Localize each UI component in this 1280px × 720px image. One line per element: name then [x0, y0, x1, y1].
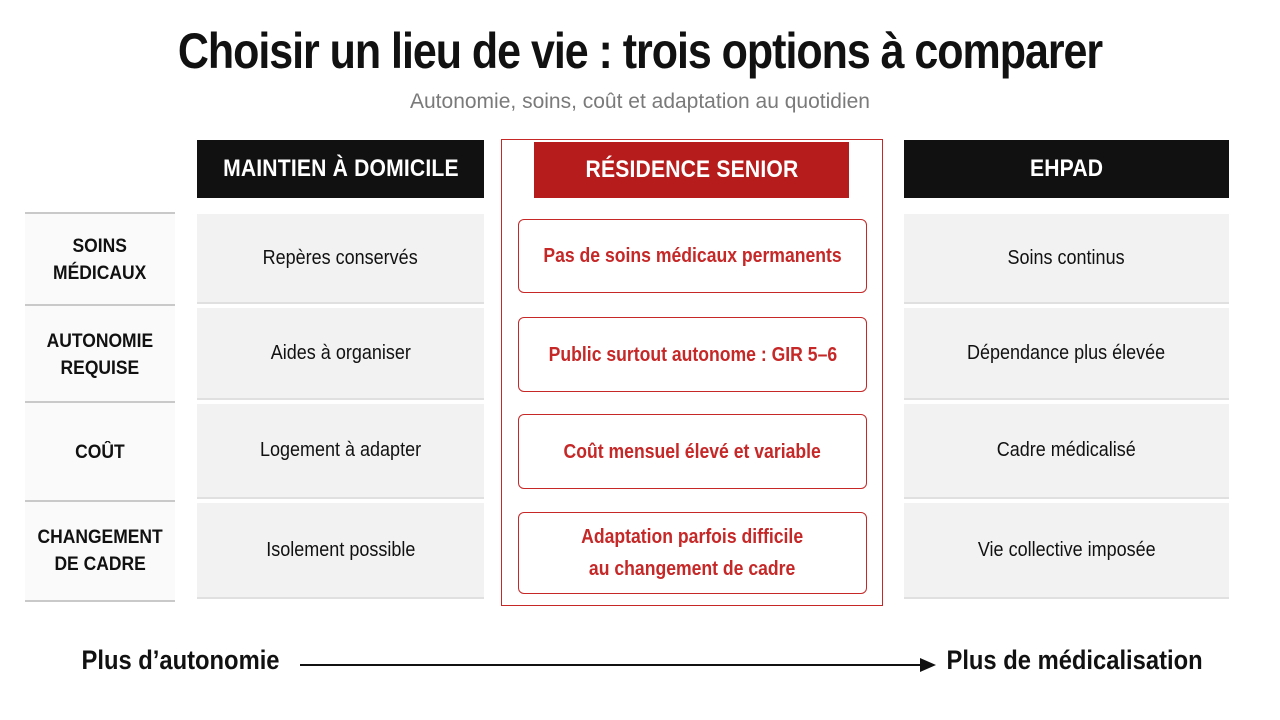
- row-label-autonomie: [25, 304, 175, 403]
- cell-ehpad-autonomie: [904, 308, 1229, 400]
- arrow-right-icon: [300, 655, 940, 675]
- column-header-ehpad-label: EHPAD: [1029, 155, 1104, 182]
- cell-text: Soins continus: [1007, 246, 1126, 269]
- row-label-changement: [25, 500, 175, 602]
- cell-text: Adaptation parfois difficile au changement de cadre: [581, 526, 804, 580]
- cell-text: Public surtout autonome : GIR 5–6: [548, 343, 837, 366]
- cell-residence-cout: [518, 414, 867, 489]
- cell-residence-soins: [518, 219, 867, 293]
- cell-text: Dépendance plus élevée: [967, 341, 1166, 364]
- axis-right-text: Plus de médicalisation: [946, 645, 1203, 675]
- cell-text: Coût mensuel élevé et variable: [563, 440, 822, 463]
- column-header-residence-label: RÉSIDENCE SENIOR: [585, 156, 798, 183]
- cell-text: Pas de soins médicaux permanents: [543, 245, 842, 267]
- cell-ehpad-cout: [904, 404, 1229, 499]
- row-label-text: AUTONOMIE REQUISE: [46, 330, 154, 379]
- row-label-text: SOINS MÉDICAUX: [53, 236, 147, 284]
- cell-text: Aides à organiser: [270, 341, 411, 364]
- cell-ehpad-changement: [904, 503, 1229, 599]
- cell-text: Vie collective imposée: [977, 538, 1156, 561]
- cell-text: Isolement possible: [265, 538, 416, 561]
- cell-home-changement: [197, 503, 484, 599]
- cell-residence-autonomie: [518, 317, 867, 392]
- axis-left-label: [68, 645, 293, 676]
- row-label-cout: [25, 401, 175, 502]
- column-header-home-label: MAINTIEN À DOMICILE: [222, 155, 459, 182]
- page-subtitle: Autonomie, soins, coût et adaptation au quotidien: [410, 90, 870, 113]
- cell-home-soins: [197, 214, 484, 304]
- cell-text: Repères conservés: [262, 246, 419, 269]
- row-label-soins: [25, 212, 175, 306]
- cell-residence-changement: [518, 512, 867, 594]
- cell-text: Cadre médicalisé: [996, 439, 1137, 461]
- axis-left-text: Plus d’autonomie: [81, 645, 280, 675]
- page-title: Choisir un lieu de vie : trois options à comparer: [177, 23, 1103, 79]
- row-label-text: CHANGEMENT DE CADRE: [37, 527, 163, 575]
- cell-home-cout: [197, 404, 484, 499]
- column-header-home: [197, 140, 484, 198]
- cell-home-autonomie: [197, 308, 484, 400]
- cell-ehpad-soins: [904, 214, 1229, 304]
- cell-text: Logement à adapter: [259, 439, 422, 461]
- axis-right-label: [929, 645, 1220, 676]
- column-header-ehpad: [904, 140, 1229, 198]
- row-label-text: COÛT: [75, 442, 125, 463]
- column-header-residence: [534, 142, 849, 198]
